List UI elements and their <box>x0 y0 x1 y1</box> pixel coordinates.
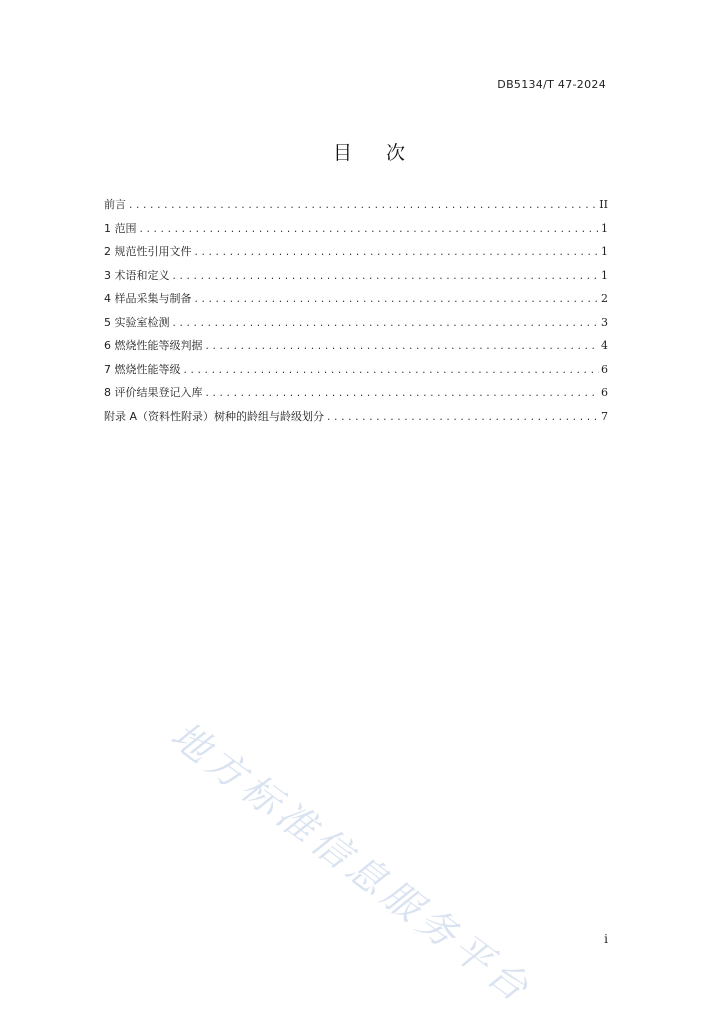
toc-entry-label: 前言 <box>104 198 126 211</box>
toc-entry-combustion-criteria[interactable] <box>104 337 608 361</box>
toc-entry-normative-references[interactable] <box>104 243 608 267</box>
toc-leader-dots <box>183 366 600 376</box>
toc-leader-dots <box>194 248 600 258</box>
toc-entry-label: 2 规范性引用文件 <box>104 245 192 258</box>
toc-entry-label: 1 范围 <box>104 221 137 235</box>
toc-entry-page: 6 <box>601 362 608 376</box>
toc-leader-dots <box>326 413 599 423</box>
toc-entry-page: 3 <box>601 315 608 329</box>
toc-entry-result-registration[interactable] <box>104 384 608 408</box>
page-number: i <box>604 932 608 946</box>
toc-entry-page: 1 <box>601 268 608 282</box>
toc-leader-dots <box>172 319 600 329</box>
toc-entry-combustion-grades[interactable] <box>104 361 608 385</box>
toc-entry-page: 1 <box>601 245 608 258</box>
toc-entry-scope[interactable] <box>104 220 608 244</box>
toc-entry-label: 8 评价结果登记入库 <box>104 386 203 399</box>
toc-entry-label: 附录 A（资料性附录）树种的龄组与龄级划分 <box>104 409 325 423</box>
table-of-contents <box>104 196 608 431</box>
toc-entry-label: 6 燃烧性能等级判据 <box>104 339 203 352</box>
toc-entry-page: 2 <box>601 292 608 305</box>
toc-leader-dots <box>139 225 600 235</box>
toc-leader-dots <box>128 201 597 211</box>
toc-leader-dots <box>205 389 600 399</box>
toc-entry-appendix-a[interactable] <box>104 408 608 432</box>
toc-entry-label: 3 术语和定义 <box>104 268 170 282</box>
toc-leader-dots <box>205 342 600 352</box>
toc-entry-lab-testing[interactable] <box>104 314 608 338</box>
toc-entry-page: 6 <box>601 386 608 399</box>
toc-entry-page: II <box>599 198 608 211</box>
toc-entry-label: 5 实验室检测 <box>104 315 170 329</box>
toc-entry-preface[interactable] <box>104 196 608 220</box>
toc-entry-sample-collection[interactable] <box>104 290 608 314</box>
document-number: DB5134/T 47-2024 <box>497 78 606 91</box>
toc-entry-terms-definitions[interactable] <box>104 267 608 291</box>
toc-entry-page: 1 <box>601 221 608 235</box>
toc-entry-label: 7 燃烧性能等级 <box>104 362 181 376</box>
toc-leader-dots <box>194 295 600 305</box>
toc-leader-dots <box>172 272 600 282</box>
toc-entry-page: 4 <box>601 339 608 352</box>
toc-entry-label: 4 样品采集与制备 <box>104 292 192 305</box>
toc-title: 目 次 <box>332 142 420 164</box>
toc-entry-page: 7 <box>601 409 608 423</box>
watermark-text: 地方标准信息服务平台 <box>162 712 541 1013</box>
